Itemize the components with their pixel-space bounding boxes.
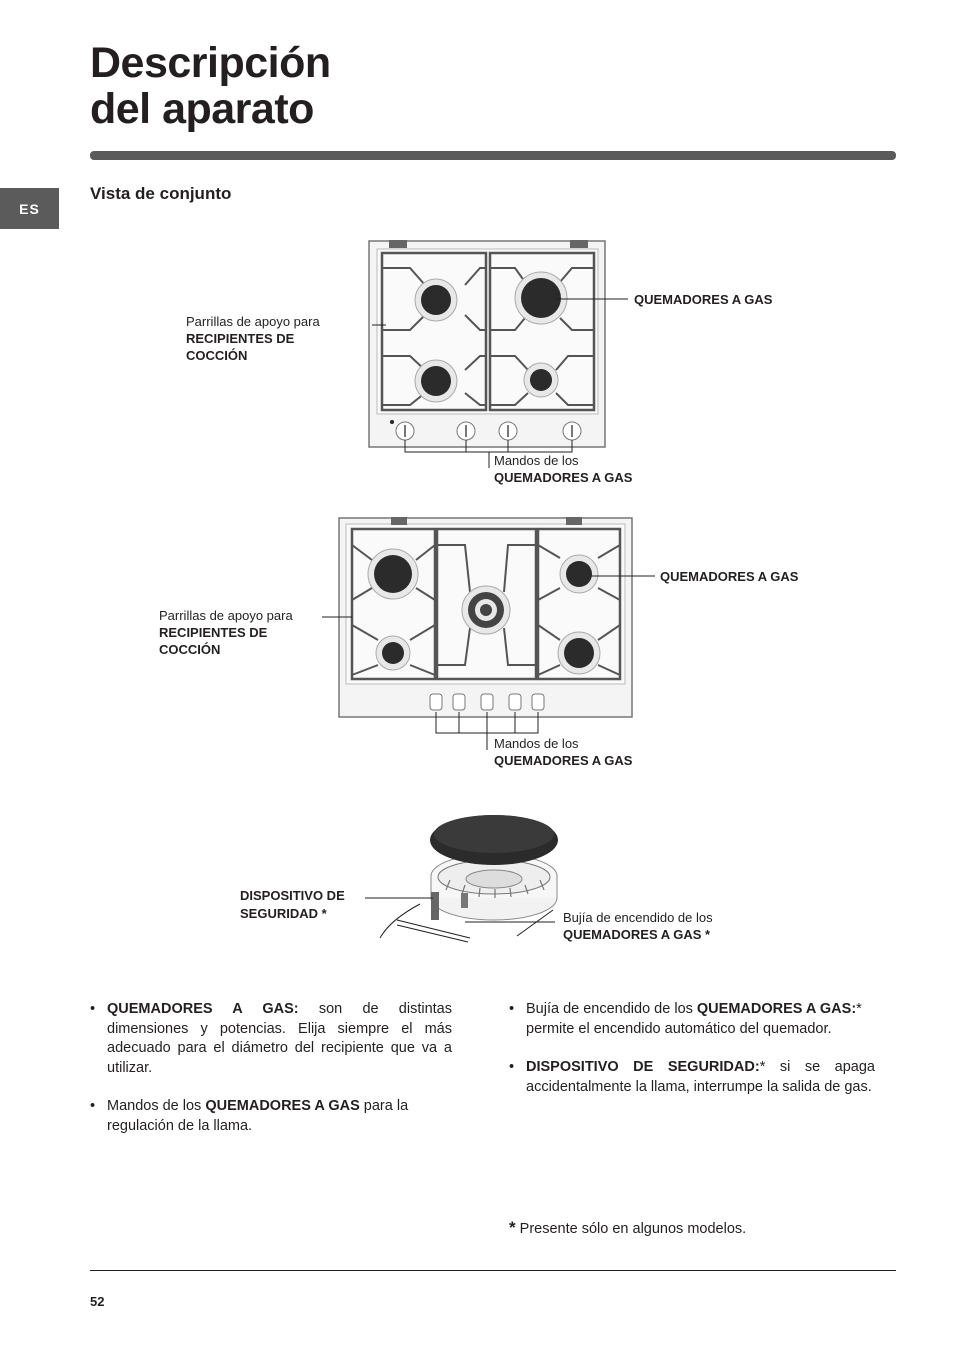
safety-description: * si se apaga accidentalmente la llama, interrumpe la salida de gas. [526,1059,875,1095]
ignition-pre: Bujía de encendido de los [526,1001,697,1017]
ignition-term: QUEMADORES A GAS: [696,1001,857,1017]
diagram1-burners-label: QUEMADORES A GAS [634,292,773,307]
knobs-label-bold: QUEMADORES A GAS [494,470,633,485]
left-column [90,1000,452,1136]
footnote [509,1218,746,1240]
right-column [509,1000,875,1097]
language-tab: ES [0,188,59,229]
grids-label-plain: Parrillas de apoyo para [186,314,320,329]
burners-description: son de distintas dimensiones y potencias. Elija siempre el más adecuado para el diámetro del recipiente que va a utilizar. [107,1001,452,1076]
grids-label-plain: Parrillas de apoyo para [159,608,293,623]
diagram3-ignition-label [563,909,713,943]
diagram3-safety-label [240,887,345,923]
burners-term: QUEMADORES A GAS: [107,1001,299,1017]
grids-label-bold2: COCCIÓN [159,642,221,657]
ignition-description: * permite el encendido automático del quemador. [526,1001,862,1037]
knobs-description: para la regulación de la llama. [107,1098,409,1134]
page-title-line2: del aparato [90,85,314,133]
list-item [90,1000,452,1078]
diagram2-burners-label: QUEMADORES A GAS [660,569,799,584]
safety-label-line2: SEGURIDAD * [240,906,327,921]
section-heading: Vista de conjunto [90,184,232,203]
grids-label-bold1: RECIPIENTES DE [159,625,268,640]
safety-thermocouple-icon [431,892,439,920]
list-item [90,1097,452,1136]
ignition-label-bold: QUEMADORES A GAS * [563,927,711,942]
list-item [509,1000,875,1039]
list-item [509,1058,875,1097]
knobs-pre: Mandos de los [107,1098,206,1114]
knobs-label-bold: QUEMADORES A GAS [494,753,633,768]
ignition-label-plain: Bujía de encendido de los [563,910,713,925]
ignition-spark-plug-icon [461,893,468,908]
safety-term: DISPOSITIVO DE SEGURIDAD: [526,1059,760,1075]
footnote-star: * [509,1218,516,1237]
footnote-text: Presente sólo en algunos modelos. [515,1221,747,1237]
grids-label-bold1: RECIPIENTES DE [186,331,295,346]
grids-label-bold2: COCCIÓN [186,348,248,363]
knobs-label-plain: Mandos de los [494,736,579,751]
page-number: 52 [90,1294,105,1309]
safety-label-line1: DISPOSITIVO DE [240,888,345,903]
knobs-term: QUEMADORES A GAS [205,1098,360,1114]
page-title-line1: Descripción [90,39,331,87]
footer-divider [90,1270,896,1271]
knobs-label-plain: Mandos de los [494,453,579,468]
